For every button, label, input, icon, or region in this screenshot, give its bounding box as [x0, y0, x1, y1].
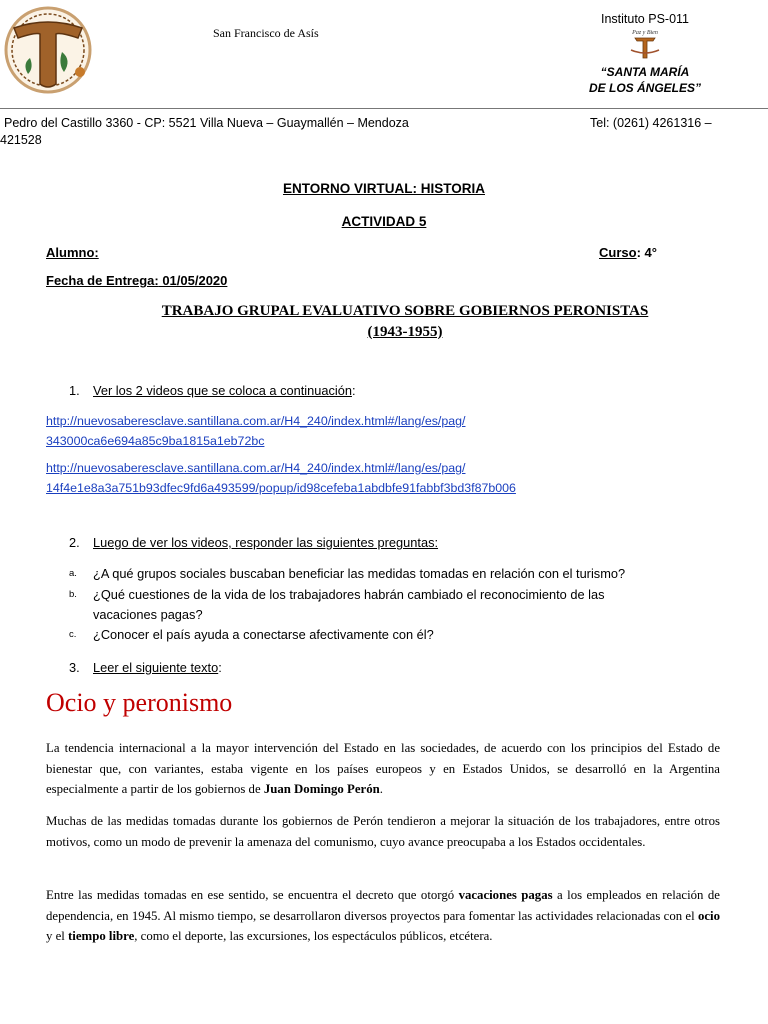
header-divider	[0, 108, 768, 109]
p1-bold-name: Juan Domingo Perón	[263, 782, 380, 796]
instruction-1	[69, 383, 356, 398]
p3-text-a: Entre las medidas tomadas en ese sentido, se encuentra el decreto que otorgó	[46, 888, 459, 902]
question-b-text-line2: vacaciones pagas?	[93, 607, 203, 622]
video-link-1-line1[interactable]: http://nuevosaberesclave.santillana.com.ar/H4_240/index.html#/lang/es/pag/	[46, 414, 466, 428]
institute-quote-line1: “SANTA MARÍA	[600, 65, 690, 79]
video-link-2[interactable]	[46, 458, 516, 498]
school-telephone: Tel: (0261) 4261316 –	[590, 116, 712, 130]
instruction-1-number: 1.	[69, 383, 80, 398]
delivery-date-value: 01/05/2020	[158, 273, 228, 288]
instruction-2-text: Luego de ver los videos, responder las siguientes preguntas:	[93, 535, 439, 550]
p1-text-c: .	[379, 782, 383, 796]
school-name: San Francisco de Asís	[213, 26, 319, 40]
p3-text-e: y el	[46, 929, 69, 943]
instruction-1-colon: :	[351, 383, 356, 398]
institute-title: Instituto PS-011	[600, 12, 689, 26]
school-telephone-continued: 421528	[0, 133, 42, 147]
work-title-line2: (1943-1955)	[367, 324, 443, 340]
question-a	[69, 564, 709, 584]
question-c	[69, 625, 709, 645]
course-value: : 4°	[636, 245, 657, 260]
course-field	[599, 245, 657, 260]
work-title	[60, 301, 750, 343]
institute-quote	[580, 64, 710, 96]
instruction-2-number: 2.	[69, 535, 80, 550]
pax-et-bonum-badge	[623, 26, 667, 64]
school-address: Pedro del Castillo 3360 - CP: 5521 Villa Nueva – Guaymallén – Mendoza	[4, 116, 409, 130]
instruction-3	[69, 660, 222, 675]
activity-heading: ACTIVIDAD 5	[341, 214, 427, 229]
p1-text-a: La tendencia internacional a la mayor intervención del Estado en las sociedades, de acuerdo con los principios del Estado de bienestar que, con variantes, estaba vigente en los países europeos y en Estados Unidos, se desarrolló en la Argentina especialmente a partir de los gobiernos de	[46, 741, 720, 796]
question-a-text: ¿A qué grupos sociales buscaban beneficiar las medidas tomadas en relación con el turismo?	[93, 566, 626, 581]
video-link-1-line2[interactable]: 343000ca6e694a85c9ba1815a1eb72bc	[46, 434, 265, 448]
article-title: Ocio y peronismo	[46, 688, 233, 717]
institute-block	[580, 12, 710, 96]
badge-text: Paz y Bien	[632, 30, 658, 36]
instruction-3-number: 3.	[69, 660, 80, 675]
student-label: Alumno:	[46, 245, 99, 260]
article-paragraph-2: Muchas de las medidas tomadas durante los gobiernos de Perón tendieron a mejorar la situación de los trabajadores, entre otros motivos, como un modo de prevenir la amenaza del comunismo, cuyo avance preocupaba a los Estados occidentales.	[46, 814, 720, 849]
question-b-letter: b.	[69, 589, 77, 600]
instruction-3-text: Leer el siguiente texto	[93, 660, 219, 675]
article-paragraph-1	[46, 738, 720, 800]
p3-bold-vacaciones: vacaciones pagas	[458, 888, 553, 902]
instruction-1-text: Ver los 2 videos que se coloca a continuación	[93, 383, 352, 398]
p3-bold-tiempo-libre: tiempo libre	[68, 929, 135, 943]
video-link-1[interactable]	[46, 411, 465, 451]
p3-text-g: , como el deporte, las excursiones, los espectáculos públicos, etcétera.	[134, 929, 493, 943]
work-title-line1: TRABAJO GRUPAL EVALUATIVO SOBRE GOBIERNOS PERONISTAS	[161, 303, 649, 319]
article-paragraph-3	[46, 885, 720, 947]
instruction-2	[69, 535, 438, 550]
question-b	[69, 585, 709, 625]
delivery-date-field	[46, 273, 227, 288]
question-b-text-line1: ¿Qué cuestiones de la vida de los trabajadores habrán cambiado el reconocimiento de las	[93, 587, 605, 602]
question-c-text: ¿Conocer el país ayuda a conectarse afectivamente con él?	[93, 627, 434, 642]
question-c-letter: c.	[69, 629, 77, 640]
instruction-3-colon: :	[218, 660, 222, 675]
question-a-letter: a.	[69, 568, 77, 579]
video-link-2-line2[interactable]: 14f4e1e8a3a751b93dfec9fd6a493599/popup/id98cefeba1abdbfe91fabbf3bd3f87b006	[46, 481, 516, 495]
delivery-date-label: Fecha de Entrega:	[46, 273, 159, 288]
institute-quote-line2: DE LOS ÁNGELES”	[588, 81, 701, 95]
course-label: Curso	[599, 245, 637, 260]
school-logo-tau-cross	[0, 2, 100, 100]
p3-bold-ocio: ocio	[697, 908, 720, 923]
video-link-2-line1[interactable]: http://nuevosaberesclave.santillana.com.ar/H4_240/index.html#/lang/es/pag/	[46, 461, 466, 475]
subject-heading: ENTORNO VIRTUAL: HISTORIA	[282, 181, 485, 196]
p3-text-c: a los empleados en relación de dependencia, en 1945. Al mismo tiempo, se desarrollaron diversos proyectos para fomentar las actividades relacionadas con el	[46, 888, 720, 923]
